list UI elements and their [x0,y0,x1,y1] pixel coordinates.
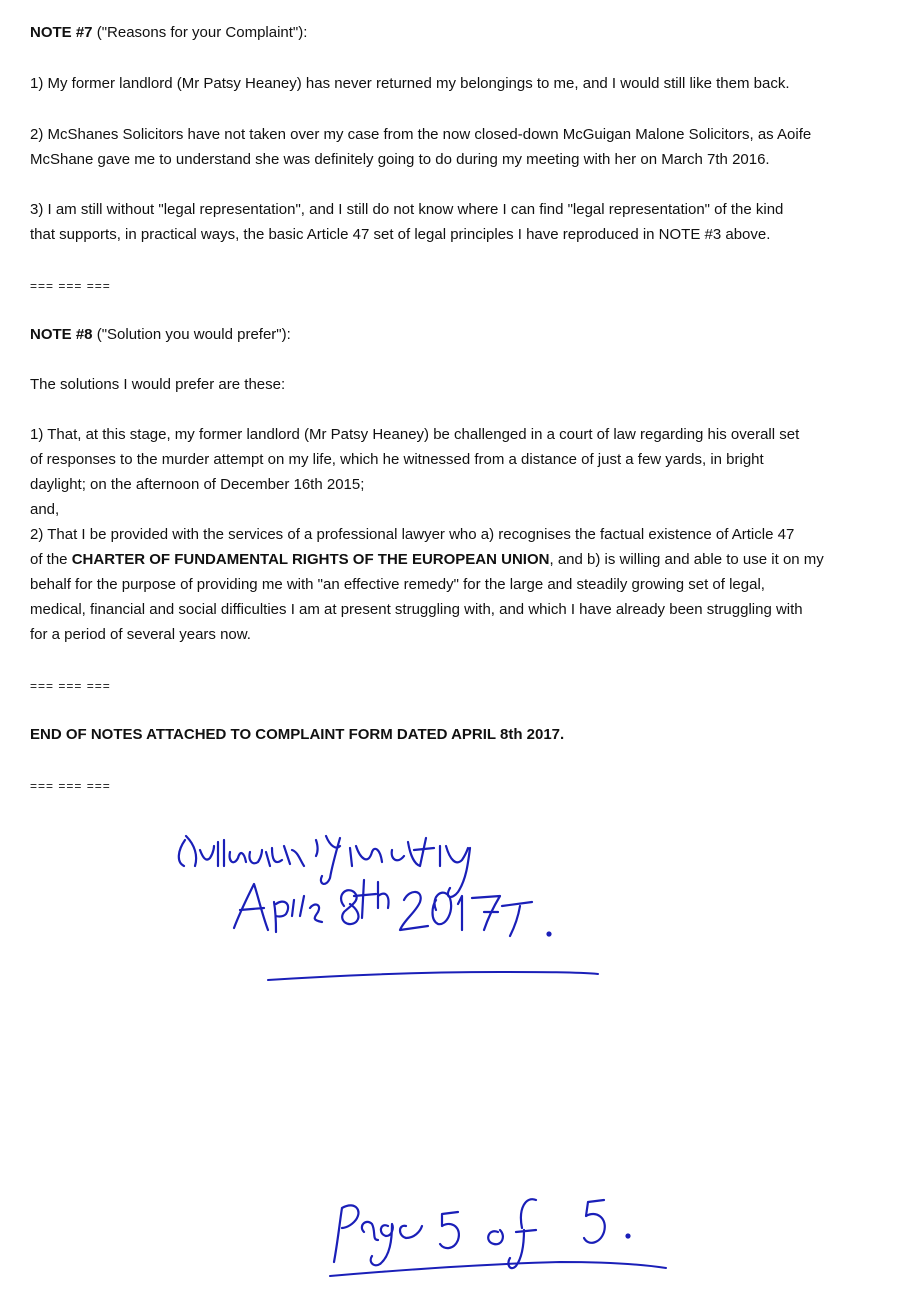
note7-item-2-line-2: McShane gave me to understand she was definitely going to do during my meeting with her on March 7th 2016. [30,151,770,168]
note7-item-1: 1) My former landlord (Mr Patsy Heaney) has never returned my belongings to me, and I would still like them back. [30,75,790,92]
charter-name: CHARTER OF FUNDAMENTAL RIGHTS OF THE EUROPEAN UNION [71,551,550,568]
item2-pre: of the [30,551,72,568]
note8-item-2-line-3: behalf for the purpose of providing me with "an effective remedy" for the large and steadily growing set of legal, [30,576,765,593]
note8-item-1-line-1: 1) That, at this stage, my former landlord (Mr Patsy Heaney) be challenged in a court of law regarding his overall set [30,426,800,443]
end-note: END OF NOTES ATTACHED TO COMPLAINT FORM DATED APRIL 8th 2017. [30,726,565,743]
item2-post: , and b) is willing and able to use it on my [549,551,824,568]
note7-label: NOTE #7 [30,24,93,41]
note7-item-3-line-1: 3) I am still without "legal representation", and I still do not know where I can find "legal representation" of the kind [30,201,784,218]
note8-item-1-line-2: of responses to the murder attempt on my life, which he witnessed from a distance of just a few yards, in bright [30,451,764,468]
note8-item-2-line-4: medical, financial and social difficulties I am at present struggling with, and which I have already been struggling with [30,601,803,618]
note8-item-2-line-1: 2) That I be provided with the services of a professional lawyer who a) recognises the factual existence of Article 47 [30,526,795,543]
note7-item-3-line-2: that supports, in practical ways, the basic Article 47 set of legal principles I have reproduced in NOTE #3 above. [30,226,771,243]
note7-item-2-line-1: 2) McShanes Solicitors have not taken over my case from the now closed-down McGuigan Malone Solicitors, as Aoife [30,126,812,143]
separator-1: === === === [30,279,111,293]
note8-item-1-line-3: daylight; on the afternoon of December 16th 2015; [30,476,365,493]
separator-3: === === === [30,779,111,793]
note8-item-2-line-5: for a period of several years now. [30,626,251,643]
note8-label: NOTE #8 [30,326,93,343]
separator-2: === === === [30,679,111,693]
note8-title: ("Solution you would prefer"): [92,326,291,343]
note8-intro: The solutions I would prefer are these: [30,376,286,393]
note7-title: ("Reasons for your Complaint"): [92,24,308,41]
note8-and: and, [30,501,60,518]
